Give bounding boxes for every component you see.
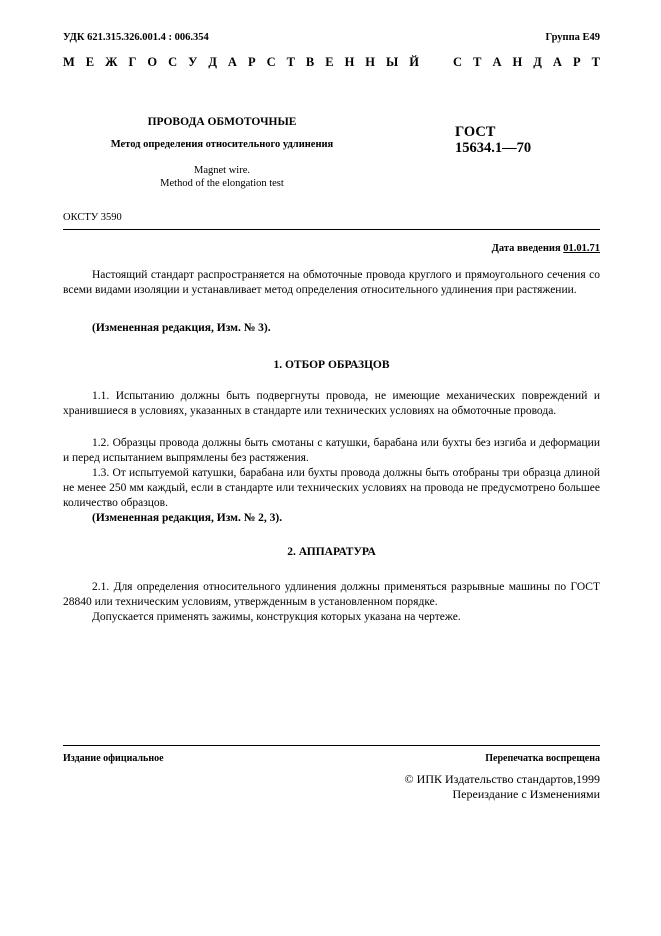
udk-code: УДК 621.315.326.001.4 : 006.354 [63,32,209,43]
banner-letter: Р [572,55,581,69]
header-divider [63,229,600,230]
banner-letter: Д [208,55,217,69]
banner-letter: Г [128,55,137,69]
section-2-paragraph-1: 2.1. Для определения относительного удлинения должны применяться разрывные машины по ГОСТ 28840 или техническим условиям, утвержденным в установленном порядке. [63,581,600,608]
banner-word-interstate [63,55,419,70]
banner-letter: Н [512,55,523,69]
section-1-title: 1. ОТБОР ОБРАЗЦОВ [273,359,390,371]
banner-letter: В [305,55,315,69]
effective-date [492,243,600,254]
banner-letter: Н [365,55,376,69]
reprint-prohibited-label: Перепечатка воспрещена [485,753,600,764]
official-edition-label: Издание официальное [63,753,164,764]
english-title-line2: Method of the elongation test [160,178,284,189]
english-title-line1: Magnet wire. [194,165,250,176]
intro-amendment: (Измененная редакция, Изм. № 3). [92,322,271,334]
banner-letter: А [492,55,502,69]
section-1-amendment: (Измененная редакция, Изм. № 2, 3). [92,512,283,524]
banner-letter: С [168,55,178,69]
okstu-code: ОКСТУ 3590 [63,212,122,223]
gost-designation [455,124,531,156]
banner-letter: А [227,55,237,69]
banner-letter: Т [591,55,600,69]
banner-letter: Д [533,55,542,69]
banner-letter: Ж [105,55,118,69]
banner-letter: Е [85,55,95,69]
gost-number: 15634.1—70 [455,140,532,156]
banner-letter: Й [409,55,419,69]
banner-letter: Н [344,55,355,69]
section-1-paragraph-2: 1.2. Образцы провода должны быть смотаны с катушки, барабана или бухты без изгиба и деформации и перед испытанием выпрямлены без растяжения. [63,437,600,464]
banner-letter: М [63,55,75,69]
section-1-paragraph-1: 1.1. Испытанию должны быть подвергнуты провода, не имеющие механических повреждений и хранившиеся в условиях, указанных в стандарте или технических условиях на обмоточные провода. [63,390,600,417]
effective-date-label: Дата введения [491,243,561,254]
section-2-paragraph-2: Допускается применять зажимы, конструкция которых указана на чертеже. [92,611,461,623]
banner-letter: Т [286,55,295,69]
standard-banner [63,55,600,71]
effective-date-value: 01.01.71 [563,243,600,254]
banner-letter: А [552,55,562,69]
section-2-title: 2. АППАРАТУРА [287,546,376,558]
banner-letter: Р [247,55,256,69]
banner-letter: У [188,55,198,69]
banner-letter: С [453,55,463,69]
document-subtitle: Метод определения относительного удлинения [110,139,334,150]
banner-letter: С [266,55,276,69]
banner-letter: Е [325,55,334,69]
banner-word-standard [453,55,600,70]
intro-paragraph: Настоящий стандарт распространяется на обмоточные провода круглого и прямоугольного сечения со всеми видами изоляции и устанавливает метод определения относительного удлинения при растяжении. [63,269,600,296]
group-code: Группа Е49 [545,32,600,43]
banner-letter: Т [473,55,482,69]
copyright-line: © ИПК Издательство стандартов,1999 [404,772,600,786]
banner-letter: Ы [386,55,399,69]
copyright-block [405,772,600,802]
document-title: ПРОВОДА ОБМОТОЧНЫЕ [147,116,297,128]
gost-label: ГОСТ [455,124,496,140]
reissue-line: Переиздание с Изменениями [452,787,600,801]
section-1-paragraph-3: 1.3. От испытуемой катушки, барабана или бухты провода должны быть отобраны три образца длиной не менее 250 мм каждый, если в стандарте или технических условиях на провода не предусмотрено большее количество образцов. [63,467,600,509]
banner-letter: О [147,55,158,69]
english-title [63,164,381,190]
footer-divider [63,745,600,746]
